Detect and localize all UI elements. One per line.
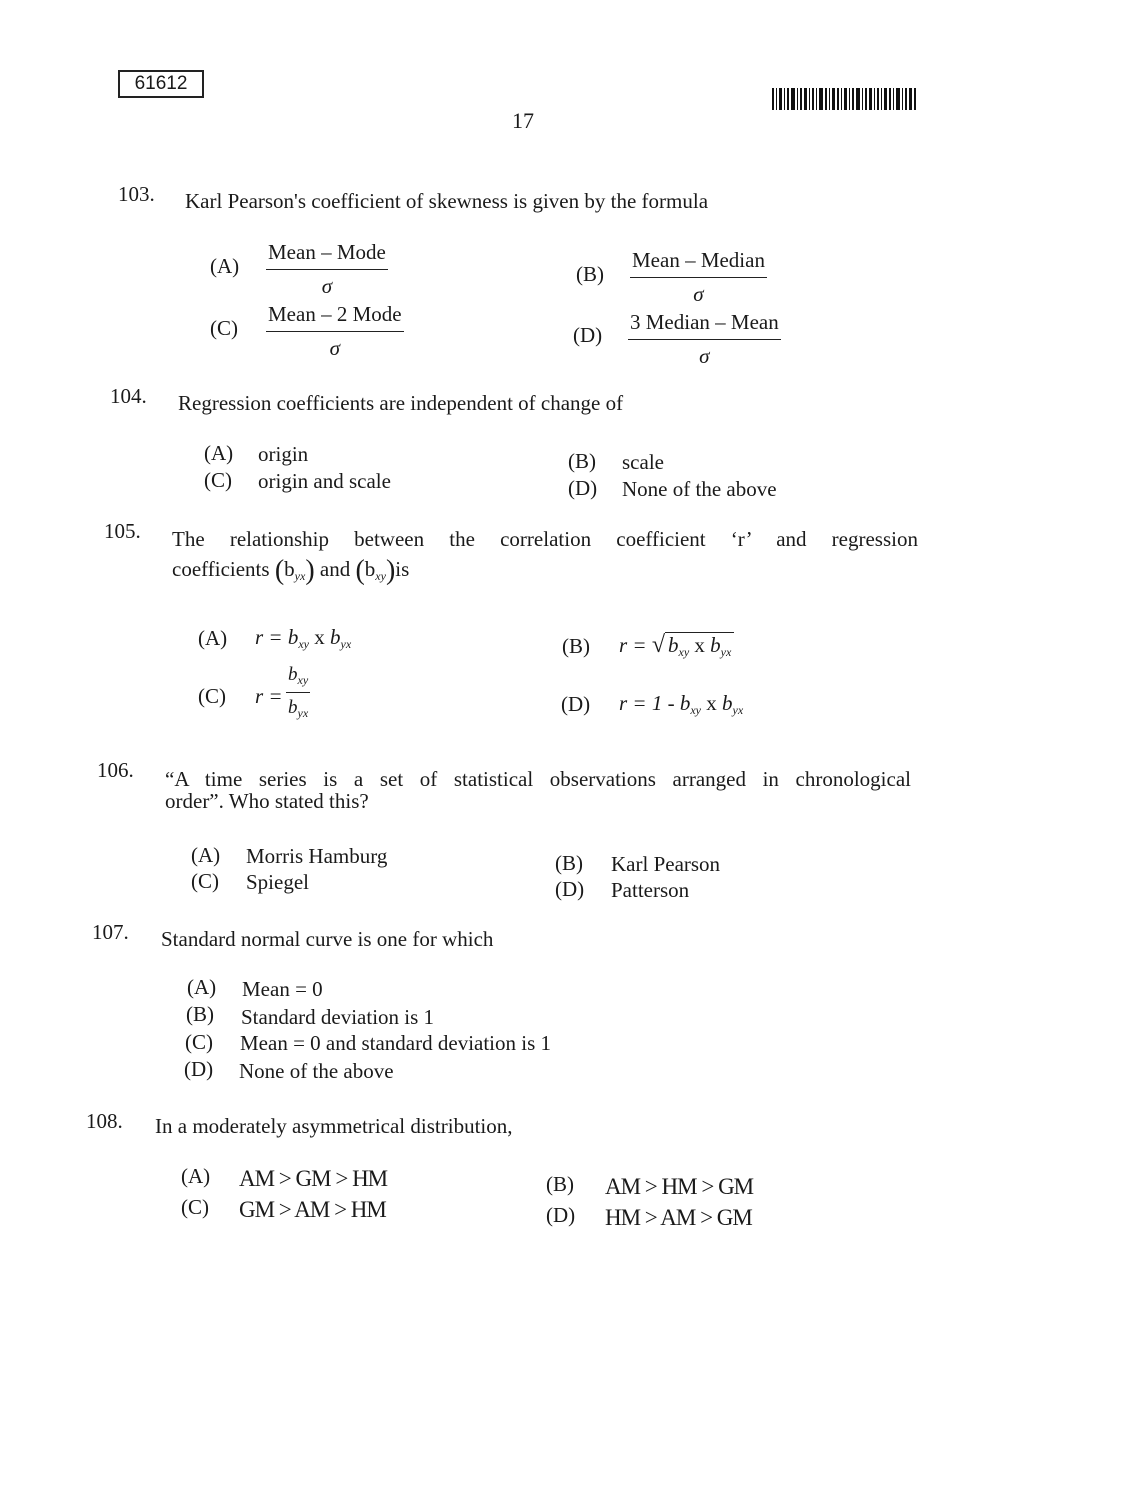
- option-formula: [619, 632, 734, 660]
- subscript: yx: [732, 703, 744, 717]
- question-number: 106.: [97, 758, 134, 782]
- question-number: 105.: [104, 519, 141, 543]
- formula-term: b: [288, 697, 298, 718]
- fraction-numerator: [286, 664, 310, 693]
- option-fraction: [266, 302, 404, 361]
- question-text: Standard normal curve is one for which: [161, 927, 494, 951]
- option-label: (C): [181, 1195, 209, 1219]
- option-label: (A): [210, 254, 240, 278]
- formula-times: x: [694, 633, 705, 657]
- symbol-b: b: [284, 557, 295, 581]
- subscript: xy: [298, 637, 309, 651]
- option-label: (A): [198, 626, 228, 650]
- option-label: (C): [204, 468, 232, 492]
- option-formula: [255, 625, 351, 652]
- question-number: 107.: [92, 920, 129, 944]
- subscript: xy: [678, 645, 690, 659]
- option-text: origin and scale: [258, 469, 391, 493]
- formula-times: x: [706, 691, 717, 715]
- option-label: (D): [561, 692, 591, 716]
- option-text: Mean = 0: [242, 977, 323, 1001]
- page-number: 17: [512, 108, 534, 133]
- formula-term: b: [330, 625, 341, 649]
- question-text-line1: “A time series is a set of statistical observations arranged in chronological: [165, 767, 911, 791]
- question-text-line2: coefficients $(b_{yx})$ and $(b_{xy})is$: [172, 555, 410, 586]
- option-label: (D): [568, 476, 598, 500]
- subscript: yx: [720, 645, 732, 659]
- option-text: Mean = 0 and standard deviation is 1: [240, 1031, 552, 1055]
- option-text: Karl Pearson: [611, 852, 721, 876]
- fraction-numerator: 3 Median – Mean: [628, 310, 781, 340]
- question-text: In a moderately asymmetrical distribution,: [155, 1114, 513, 1138]
- barcode-icon: [772, 88, 917, 110]
- option-label: (A): [204, 441, 234, 465]
- option-label: (B): [568, 449, 596, 473]
- formula-term: b: [710, 633, 721, 657]
- option-label: (A): [181, 1164, 211, 1188]
- option-text: None of the above: [239, 1059, 394, 1083]
- option-label: (D): [573, 323, 603, 347]
- subscript: xy: [375, 569, 386, 583]
- option-text: GM > AM > HM: [239, 1197, 386, 1222]
- formula-times: x: [314, 625, 325, 649]
- subscript: yx: [340, 637, 352, 651]
- fraction-denominator: σ: [699, 344, 710, 368]
- subscript: xy: [690, 703, 701, 717]
- fraction-numerator: Mean – 2 Mode: [266, 302, 404, 332]
- option-label: (A): [191, 843, 221, 867]
- option-label: (D): [546, 1203, 576, 1227]
- option-text: origin: [258, 442, 309, 466]
- fraction-numerator: Mean – Mode: [266, 240, 388, 270]
- formula-term: b: [287, 625, 299, 649]
- question-text-line2: order”. Who stated this?: [165, 789, 369, 813]
- subscript: yx: [297, 706, 309, 720]
- option-fraction: [286, 664, 310, 721]
- option-label: (B): [555, 851, 583, 875]
- option-label: (B): [546, 1172, 574, 1196]
- option-label: (A): [187, 975, 217, 999]
- option-label: (B): [562, 634, 590, 658]
- option-text: scale: [622, 450, 664, 474]
- option-label: (C): [198, 684, 226, 708]
- formula-lhs: r =: [255, 684, 283, 708]
- option-label: (C): [185, 1030, 213, 1054]
- option-label: (C): [210, 316, 238, 340]
- sqrt-icon: √: [651, 632, 666, 658]
- option-text: AM > HM > GM: [605, 1174, 754, 1199]
- option-text: Patterson: [611, 878, 690, 902]
- option-label: (B): [576, 262, 604, 286]
- option-text: Standard deviation is 1: [241, 1005, 435, 1029]
- option-label: (D): [555, 877, 585, 901]
- question-number: 104.: [110, 384, 147, 408]
- option-fraction: [266, 240, 388, 299]
- question-text-fragment: is: [395, 557, 410, 581]
- formula-term: b: [668, 633, 679, 657]
- symbol-b: b: [364, 557, 376, 581]
- fraction-denominator: σ: [693, 282, 704, 306]
- option-label: (C): [191, 869, 219, 893]
- question-text: Karl Pearson's coefficient of skewness is given by the formula: [185, 189, 709, 213]
- question-number: 103.: [118, 182, 155, 206]
- option-fraction: [628, 310, 781, 369]
- subscript: yx: [294, 569, 306, 583]
- formula-term: b: [722, 691, 733, 715]
- paper-code-box: [118, 70, 204, 98]
- option-text: Spiegel: [246, 870, 309, 894]
- question-text-fragment: coefficients: [172, 557, 270, 581]
- fraction-denominator: σ: [321, 274, 333, 298]
- formula-term: b: [288, 664, 298, 685]
- fraction-numerator: Mean – Median: [630, 248, 767, 278]
- option-label: (D): [184, 1057, 214, 1081]
- option-formula: [619, 691, 743, 718]
- formula-lhs: r =: [619, 633, 647, 657]
- formula-term: b: [679, 691, 691, 715]
- formula-lhs: r = 1 -: [619, 691, 675, 715]
- fraction-denominator: [286, 693, 310, 721]
- sqrt-radicand: [665, 632, 734, 657]
- paper-code: 61612: [134, 73, 188, 94]
- option-text: Morris Hamburg: [246, 844, 388, 868]
- question-number: 108.: [86, 1109, 123, 1133]
- fraction-denominator: σ: [329, 336, 340, 360]
- question-text-fragment: and: [319, 557, 351, 581]
- subscript: xy: [297, 673, 309, 687]
- option-text: None of the above: [622, 477, 777, 501]
- question-text: Regression coefficients are independent of change of: [178, 391, 624, 415]
- formula-lhs: r =: [255, 625, 283, 649]
- option-label: (B): [186, 1002, 214, 1026]
- option-text: AM > GM > HM: [239, 1166, 388, 1191]
- question-text-line1: The relationship between the correlation coefficient ‘r’ and regression: [172, 527, 918, 551]
- option-text: HM > AM > GM: [605, 1205, 752, 1230]
- option-fraction: [630, 248, 767, 307]
